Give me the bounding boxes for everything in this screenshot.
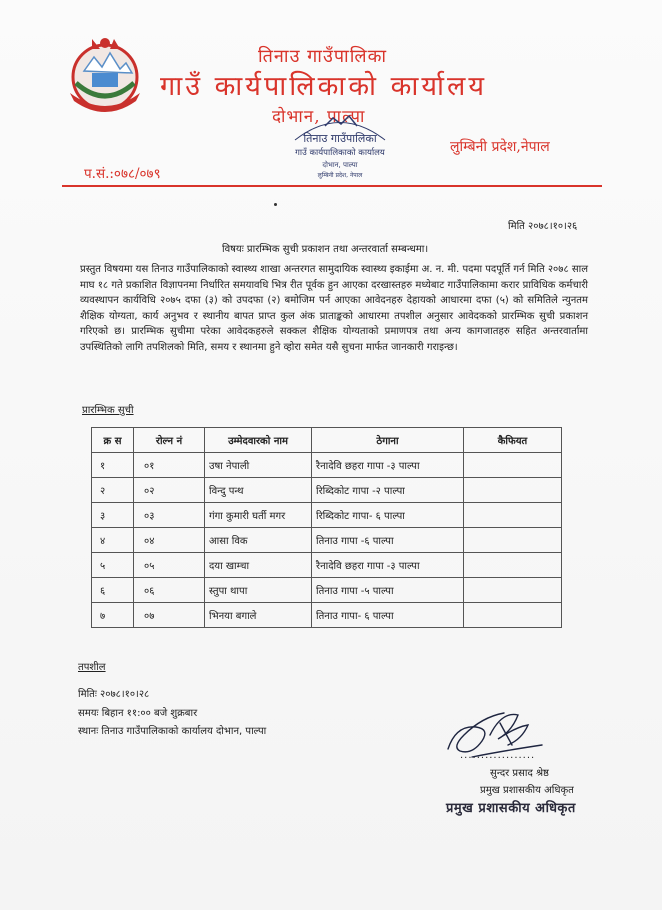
designation-stamp: प्रमुख प्रशासकीय अधिकृत: [446, 801, 576, 816]
cell-sn: १: [92, 453, 134, 478]
cell-address: रिब्दिकोट गापा -२ पाल्पा: [312, 478, 464, 503]
reference-number: प.सं.:०७८/०७९: [84, 166, 161, 182]
cell-roll: ०६: [134, 578, 205, 603]
cell-remarks: [464, 528, 562, 553]
letter-body: प्रस्तुत विषयमा यस तिनाउ गाउँपालिकाको स्वास्थ्य शाखा अन्तरगत सामुदायिक स्वास्थ्य इकाईमा अ. न. मी. पदमा पदपूर्ति गर्न मिति २०७८ साल माघ १८ गते प्रकाशित विज्ञापनमा निर्धारित समयावधि भित्र रीत पूर्वक हुन आएका दरखास्तहरु मध्येबाट गाउँपालिकामा करार प्राविधिक कर्मचारी व्यवस्थापन कार्यविधि २०७५ दफा (३) को उपदफा (२) बमोजिम पर्न आएका आवेदनहरु देहायको आधारमा दफा (५) को समितिले न्युनतम शैक्षिक योग्यता, कार्य अनुभव र स्थानीय बापत प्राप्त कुल अंक प्राताङ्कको आधारमा तपशील अनुसार आवेदकको प्रारम्भिक सुची प्रकाशन गरिएको छ। प्रारम्भिक सुचीमा परेका आवेदकहरुले सक्कल शैक्षिक योग्यताको प्रमाणपत्र तथा अन्य कागजातहरु सहित अन्तरवार्तामा उपस्थितिको लागि तपशिलको मिति, समय र स्थानमा हुने व्होरा समेत यसै सुचना मार्फत जानकारी गराइन्छ।: [80, 264, 588, 353]
cell-name: भिनया बगाले: [205, 603, 312, 628]
table-row: [92, 553, 562, 578]
municipality-name: तिनाउ गाउँपालिका: [258, 46, 388, 67]
details-title: तपशील: [78, 662, 106, 673]
seal-line1: तिनाउ गाउँपालिका: [303, 132, 377, 145]
seal-line2: गाउँ कार्यपालिकाको कार्यालय: [295, 148, 385, 158]
signatory-designation: प्रमुख प्रशासकीय अधिकृत: [480, 785, 574, 796]
cell-remarks: [464, 453, 562, 478]
letter-subject: विषयः प्रारम्भिक सुची प्रकाशन तथा अन्तरवार्ता सम्बन्धमा।: [222, 244, 429, 255]
cell-sn: ४: [92, 528, 134, 553]
cell-name: आसा विक: [205, 528, 312, 553]
cell-roll: ०४: [134, 528, 205, 553]
letter-date: मिति २०७८।१०।२६: [508, 221, 578, 232]
table-row: [92, 528, 562, 553]
list-title: प्रारम्भिक सुची: [82, 405, 134, 416]
office-name: गाउँ कार्यपालिकाको कार्यालय: [160, 71, 487, 102]
cell-roll: ०२: [134, 478, 205, 503]
cell-sn: ६: [92, 578, 134, 603]
cell-roll: ०७: [134, 603, 205, 628]
cell-remarks: [464, 553, 562, 578]
cell-name: गंगा कुमारी घर्ती मगर: [205, 503, 312, 528]
interview-details: [78, 686, 266, 742]
cell-name: दया खाम्चा: [205, 553, 312, 578]
col-header-remarks: कैफियत: [464, 428, 562, 453]
cell-address: तिनाउ गापा -५ पाल्पा: [312, 578, 464, 603]
table-row: [92, 503, 562, 528]
table-row: [92, 603, 562, 628]
interview-date: मितिः २०७८।१०।२८: [78, 689, 150, 700]
table-row: [92, 453, 562, 478]
cell-sn: ३: [92, 503, 134, 528]
province-name: लुम्बिनी प्रदेश,नेपाल: [450, 139, 550, 155]
candidate-table: [91, 427, 562, 628]
col-header-name: उम्मेदवारको नाम: [205, 428, 312, 453]
cell-sn: ५: [92, 553, 134, 578]
cell-remarks: [464, 503, 562, 528]
cell-remarks: [464, 578, 562, 603]
seal-line4: लुम्बिनी प्रदेश, नेपाल: [317, 172, 363, 179]
cell-address: तिनाउ गापा -६ पाल्पा: [312, 528, 464, 553]
interview-place: स्थानः तिनाउ गाउँपालिकाको कार्यालय दोभान, पाल्पा: [78, 726, 267, 737]
col-header-address: ठेगाना: [312, 428, 464, 453]
cell-remarks: [464, 478, 562, 503]
cell-sn: ७: [92, 603, 134, 628]
cell-address: रैनादेवि छहरा गापा -३ पाल्पा: [312, 453, 464, 478]
cell-roll: ०५: [134, 553, 205, 578]
table-row: [92, 478, 562, 503]
col-header-sn: क्र स: [92, 428, 134, 453]
nepal-emblem-icon: [62, 33, 148, 113]
cell-remarks: [464, 603, 562, 628]
signatory-name: सुन्दर प्रसाद श्रेष्ठ: [490, 768, 549, 779]
cell-name: उषा नेपाली: [205, 453, 312, 478]
signature-line: ..................: [460, 750, 536, 761]
cell-name: विन्दु पन्थ: [205, 478, 312, 503]
cell-address: रैनादेवि छहरा गापा -३ पाल्पा: [312, 553, 464, 578]
cell-sn: २: [92, 478, 134, 503]
office-location: दोभान, पाल्पा: [272, 107, 366, 127]
ink-dot: [274, 203, 277, 206]
table-header-row: [92, 428, 562, 453]
office-seal-stamp: [285, 110, 395, 190]
cell-roll: ०३: [134, 503, 205, 528]
interview-time: समयः बिहान ११:०० बजे शुक्रबार: [78, 707, 198, 719]
cell-name: स्तुपा थापा: [205, 578, 312, 603]
table-row: [92, 578, 562, 603]
col-header-roll: रोल्न नं: [134, 428, 205, 453]
cell-roll: ०१: [134, 453, 205, 478]
cell-address: रिब्दिकोट गापा- ६ पाल्पा: [312, 503, 464, 528]
cell-address: तिनाउ गापा- ६ पाल्पा: [312, 603, 464, 628]
seal-line3: दोभान, पाल्पा: [322, 161, 358, 169]
